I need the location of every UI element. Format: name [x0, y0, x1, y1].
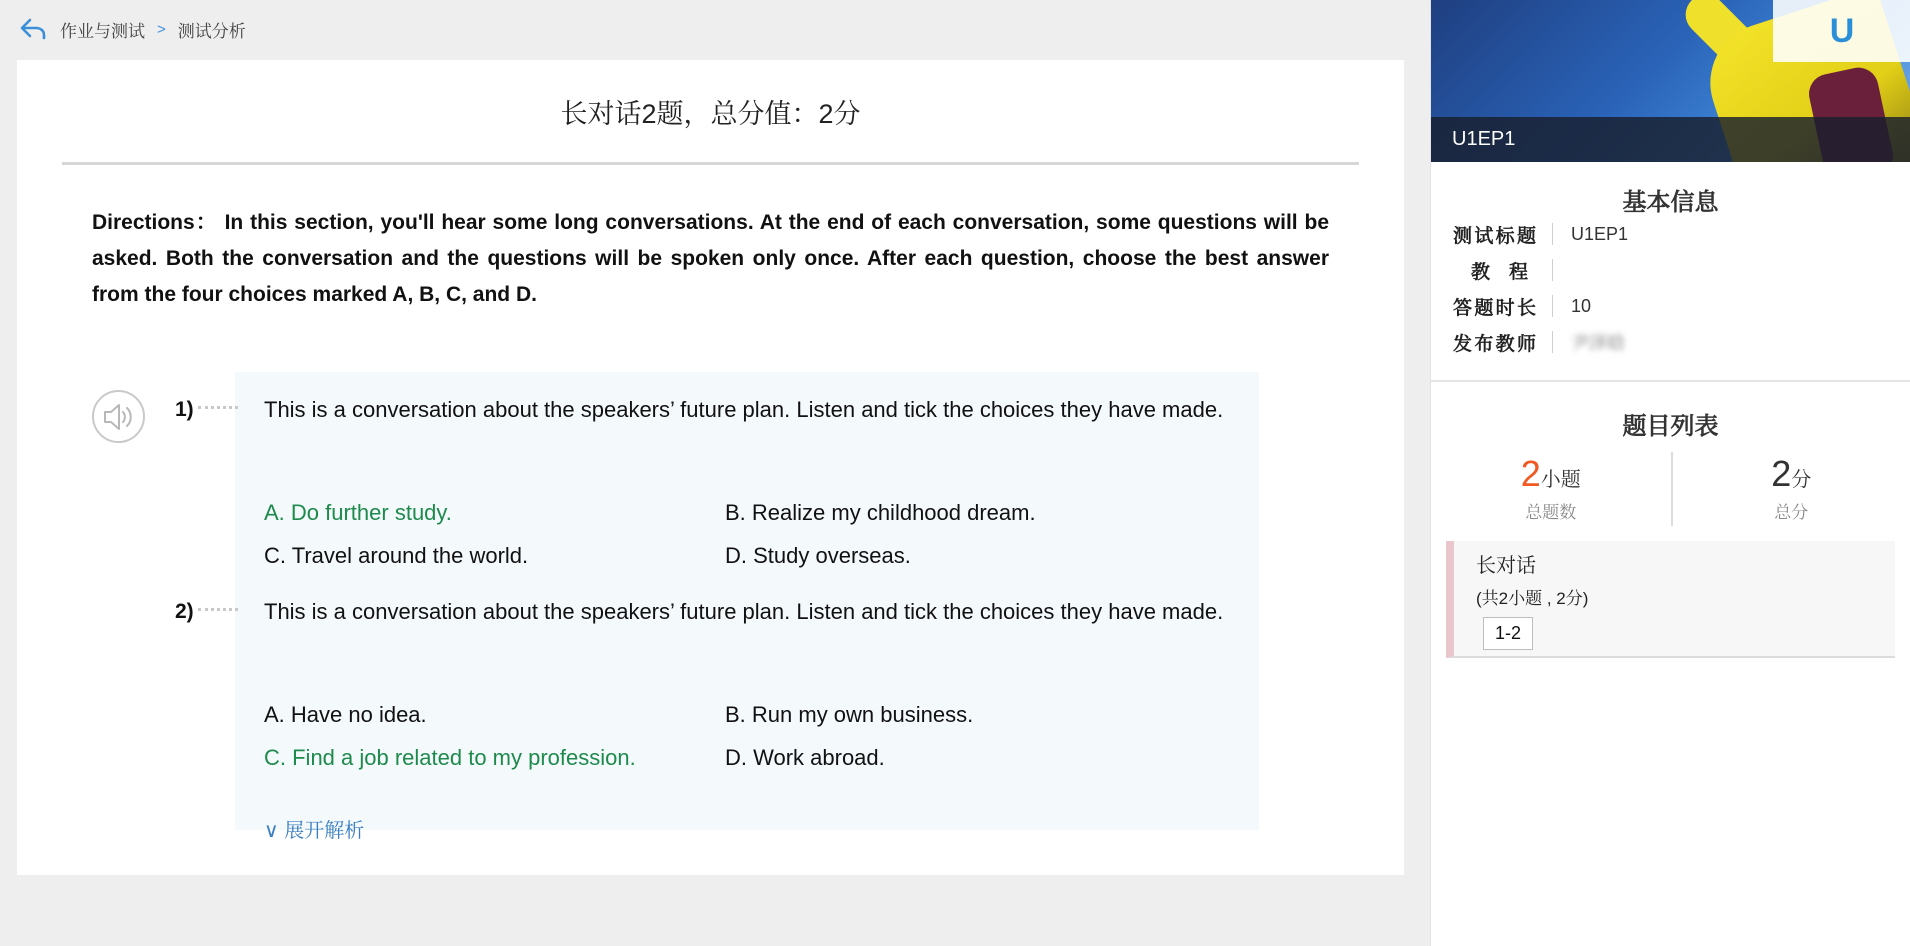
option-b[interactable]: B. Realize my childhood dream. — [725, 500, 1036, 525]
info-label: 教 程 — [1471, 261, 1528, 283]
stat-question-count — [1431, 452, 1671, 526]
group-summary: (共2小题 , 2分) — [1476, 589, 1589, 608]
info-divider — [1552, 223, 1553, 245]
section-divider — [1431, 380, 1910, 382]
info-label: 测试标题 — [1453, 225, 1536, 247]
info-label: 答题时长 — [1453, 297, 1536, 319]
question-number-label: 1) — [175, 398, 194, 421]
total-score-unit: 分 — [1791, 469, 1812, 491]
question-group — [1446, 541, 1895, 658]
stats-row — [1431, 452, 1910, 526]
analysis-card — [17, 60, 1404, 875]
question-stem: This is a conversation about the speakers’ future plan. Listen and tick the choices they have made. — [264, 397, 1224, 422]
question-list-heading: 题目列表 — [1622, 413, 1719, 440]
dotted-leader — [198, 608, 238, 611]
breadcrumb-parent-link[interactable]: 作业与测试 — [60, 21, 145, 41]
group-name: 长对话 — [1476, 555, 1536, 577]
basic-info-heading: 基本信息 — [1622, 189, 1719, 216]
option-c[interactable]: C. Travel around the world. — [264, 543, 529, 568]
banner-test-name: U1EP1 — [1431, 117, 1910, 162]
question-number-label: 2) — [175, 600, 194, 623]
question-range-button[interactable]: 1-2 — [1483, 617, 1533, 650]
info-label: 发布教师 — [1453, 333, 1536, 355]
info-row-title — [1453, 216, 1910, 252]
info-divider — [1552, 331, 1553, 353]
breadcrumb-separator: > — [157, 20, 166, 38]
section-title: 长对话2题，总分值：2分 — [62, 60, 1359, 165]
info-row-duration — [1453, 288, 1910, 324]
info-value: 10 — [1571, 295, 1592, 316]
breadcrumb-current: 测试分析 — [177, 21, 246, 41]
stat-total-score — [1671, 452, 1910, 526]
breadcrumb — [0, 0, 1430, 58]
info-divider — [1552, 295, 1553, 317]
option-d[interactable]: D. Study overseas. — [725, 543, 911, 568]
speaker-icon — [102, 402, 136, 432]
question-stem: This is a conversation about the speakers’ future plan. Listen and tick the choices they have made. — [264, 599, 1224, 624]
question-count-value: 2 — [1520, 453, 1541, 494]
option-c[interactable]: C. Find a job related to my profession. — [264, 745, 636, 770]
option-a[interactable]: A. Do further study. — [264, 500, 452, 525]
option-a[interactable]: A. Have no idea. — [264, 702, 427, 727]
directions-text: Directions： In this section, you'll hear some long conversations. At the end of each conversation, some questions will be asked. Both the conversation and the questions will be spoken only once. After each question, choose the best answer from the four choices marked A, B, C, and D. — [92, 211, 1329, 306]
total-score-caption: 总分 — [1774, 503, 1809, 522]
question-number — [175, 600, 238, 624]
expand-analysis-link[interactable]: ∨ 展开解析 — [264, 820, 365, 842]
info-divider — [1552, 259, 1553, 281]
option-b[interactable]: B. Run my own business. — [725, 702, 974, 727]
total-score-value: 2 — [1771, 453, 1792, 494]
info-value: U1EP1 — [1571, 223, 1629, 244]
logo: U — [1773, 0, 1910, 62]
info-row-teacher — [1453, 324, 1910, 360]
question-count-caption: 总题数 — [1525, 503, 1577, 522]
question-number — [175, 398, 238, 422]
audio-play-button[interactable] — [92, 390, 145, 443]
info-value-teacher: 尹泽晗 — [1571, 333, 1625, 353]
question-count-unit: 小题 — [1540, 469, 1581, 491]
sidebar — [1430, 0, 1910, 946]
back-arrow-icon[interactable] — [18, 14, 48, 44]
info-row-course — [1453, 252, 1910, 288]
option-d[interactable]: D. Work abroad. — [725, 745, 885, 770]
test-banner-image — [1431, 0, 1910, 162]
dotted-leader — [198, 406, 238, 409]
